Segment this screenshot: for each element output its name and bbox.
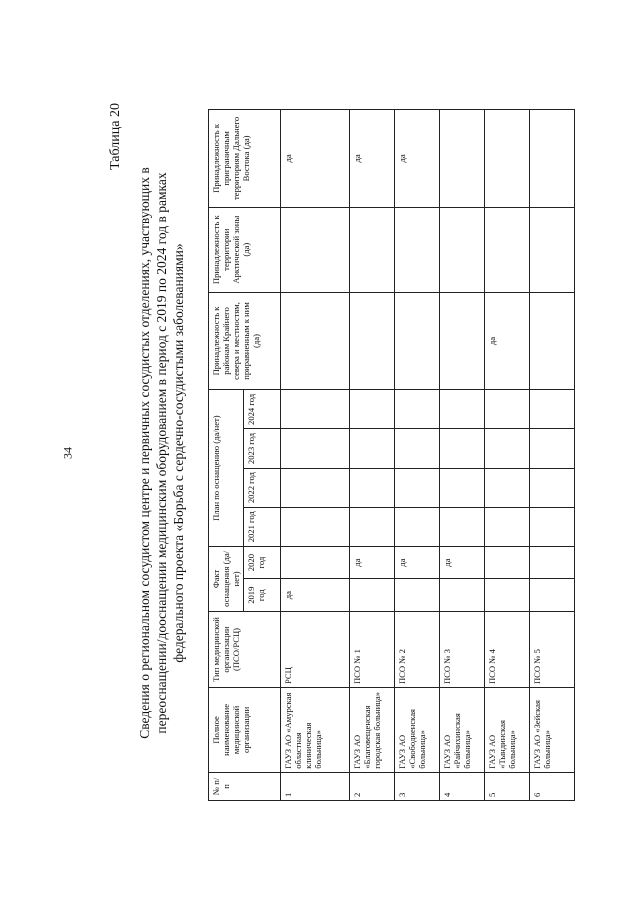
row-2021 bbox=[281, 507, 350, 546]
row-border bbox=[530, 110, 575, 208]
row-arctic bbox=[485, 207, 530, 292]
row-arctic bbox=[530, 207, 575, 292]
header-year-2022: 2022 год bbox=[244, 468, 281, 507]
header-year-2024: 2024 год bbox=[244, 390, 281, 429]
row-2024 bbox=[350, 390, 395, 429]
row-arctic bbox=[395, 207, 440, 292]
row-num: 1 bbox=[281, 772, 350, 800]
row-2021 bbox=[350, 507, 395, 546]
row-2024 bbox=[530, 390, 575, 429]
header-year-2021: 2021 год bbox=[244, 507, 281, 546]
header-year-2023: 2023 год bbox=[244, 429, 281, 468]
row-num: 2 bbox=[350, 772, 395, 800]
row-org-name: ГАУЗ АО «Благовещенская городская больница» bbox=[350, 688, 395, 773]
header-full-name: Полное наименование медицинской организации bbox=[209, 688, 281, 773]
row-type: ПСО № 2 bbox=[395, 611, 440, 687]
row-type: РСЦ bbox=[281, 611, 350, 687]
row-2020: да bbox=[440, 546, 485, 579]
row-2024 bbox=[485, 390, 530, 429]
table-row bbox=[281, 110, 350, 801]
table-row bbox=[485, 110, 530, 801]
header-row-top bbox=[209, 110, 244, 801]
row-2022 bbox=[395, 468, 440, 507]
row-border: да bbox=[350, 110, 395, 208]
landscape-page-content bbox=[108, 103, 552, 803]
row-far-north: да bbox=[485, 292, 530, 390]
row-border: да bbox=[395, 110, 440, 208]
row-2020: да bbox=[350, 546, 395, 579]
row-2022 bbox=[440, 468, 485, 507]
table-title: Сведения о региональном сосудистом центре и первичных сосудистых отделениях, участвующих в переоснащении/дооснащении медицинским оборудованием в период с 2019 по 2024 год в рамках федерального проекта «Борьба с сердечно-сосудистыми заболеваниями» bbox=[137, 167, 186, 739]
row-2023 bbox=[440, 429, 485, 468]
table-row bbox=[350, 110, 395, 801]
row-arctic bbox=[350, 207, 395, 292]
row-far-north bbox=[350, 292, 395, 390]
row-2019 bbox=[350, 579, 395, 612]
row-org-name: ГАУЗ АО «Свободненская больница» bbox=[395, 688, 440, 773]
header-border: Принадлежность к приграничным территориям Дальнего Востока (да) bbox=[209, 110, 281, 208]
row-num: 4 bbox=[440, 772, 485, 800]
table-row bbox=[395, 110, 440, 801]
row-type: ПСО № 4 bbox=[485, 611, 530, 687]
row-2022 bbox=[281, 468, 350, 507]
row-2020 bbox=[530, 546, 575, 579]
row-2019 bbox=[440, 579, 485, 612]
table-row bbox=[440, 110, 485, 801]
row-num: 6 bbox=[530, 772, 575, 800]
row-num: 3 bbox=[395, 772, 440, 800]
row-type: ПСО № 1 bbox=[350, 611, 395, 687]
row-2021 bbox=[395, 507, 440, 546]
row-border bbox=[440, 110, 485, 208]
row-org-name: ГАУЗ АО «Зейская больница» bbox=[530, 688, 575, 773]
row-2020 bbox=[281, 546, 350, 579]
row-2023 bbox=[350, 429, 395, 468]
row-2023 bbox=[485, 429, 530, 468]
row-far-north bbox=[281, 292, 350, 390]
header-far-north: Принадлежность к районам Крайнего севера и местностям, приравненным к ним (да) bbox=[209, 292, 281, 390]
row-2023 bbox=[530, 429, 575, 468]
table-label: Таблица 20 bbox=[108, 103, 123, 170]
page-number: 34 bbox=[60, 447, 75, 459]
row-type: ПСО № 3 bbox=[440, 611, 485, 687]
row-arctic bbox=[281, 207, 350, 292]
row-arctic bbox=[440, 207, 485, 292]
header-year-2019: 2019 год bbox=[244, 579, 281, 612]
row-org-name: ГАУЗ АО «Амурская областная клиническая больница» bbox=[281, 688, 350, 773]
row-far-north bbox=[440, 292, 485, 390]
row-2019 bbox=[530, 579, 575, 612]
row-2022 bbox=[350, 468, 395, 507]
row-border: да bbox=[281, 110, 350, 208]
row-2021 bbox=[530, 507, 575, 546]
row-2022 bbox=[530, 468, 575, 507]
row-far-north bbox=[530, 292, 575, 390]
row-border bbox=[485, 110, 530, 208]
row-2020: да bbox=[395, 546, 440, 579]
header-type: Тип медицинской организации (ПСО/РСЦ) bbox=[209, 611, 281, 687]
header-num: № п/п bbox=[209, 772, 281, 800]
row-2023 bbox=[395, 429, 440, 468]
row-2021 bbox=[485, 507, 530, 546]
row-2021 bbox=[440, 507, 485, 546]
row-2019: да bbox=[281, 579, 350, 612]
row-2024 bbox=[440, 390, 485, 429]
row-2022 bbox=[485, 468, 530, 507]
row-2024 bbox=[395, 390, 440, 429]
row-num: 5 bbox=[485, 772, 530, 800]
row-2024 bbox=[281, 390, 350, 429]
table-row bbox=[530, 110, 575, 801]
row-org-name: ГАУЗ АО «Тындинская больница» bbox=[485, 688, 530, 773]
equipment-table bbox=[208, 109, 575, 801]
header-fact: Факт оснащения (да/нет) bbox=[209, 546, 244, 611]
header-plan: План по оснащению (да/нет) bbox=[209, 390, 244, 546]
row-org-name: ГАУЗ АО «Райчихинская больница» bbox=[440, 688, 485, 773]
header-arctic: Принадлежность к территории Арктической зоны (да) bbox=[209, 207, 281, 292]
header-year-2020: 2020 год bbox=[244, 546, 281, 579]
row-2019 bbox=[395, 579, 440, 612]
row-2019 bbox=[485, 579, 530, 612]
row-2023 bbox=[281, 429, 350, 468]
row-2020 bbox=[485, 546, 530, 579]
row-far-north bbox=[395, 292, 440, 390]
row-type: ПСО № 5 bbox=[530, 611, 575, 687]
